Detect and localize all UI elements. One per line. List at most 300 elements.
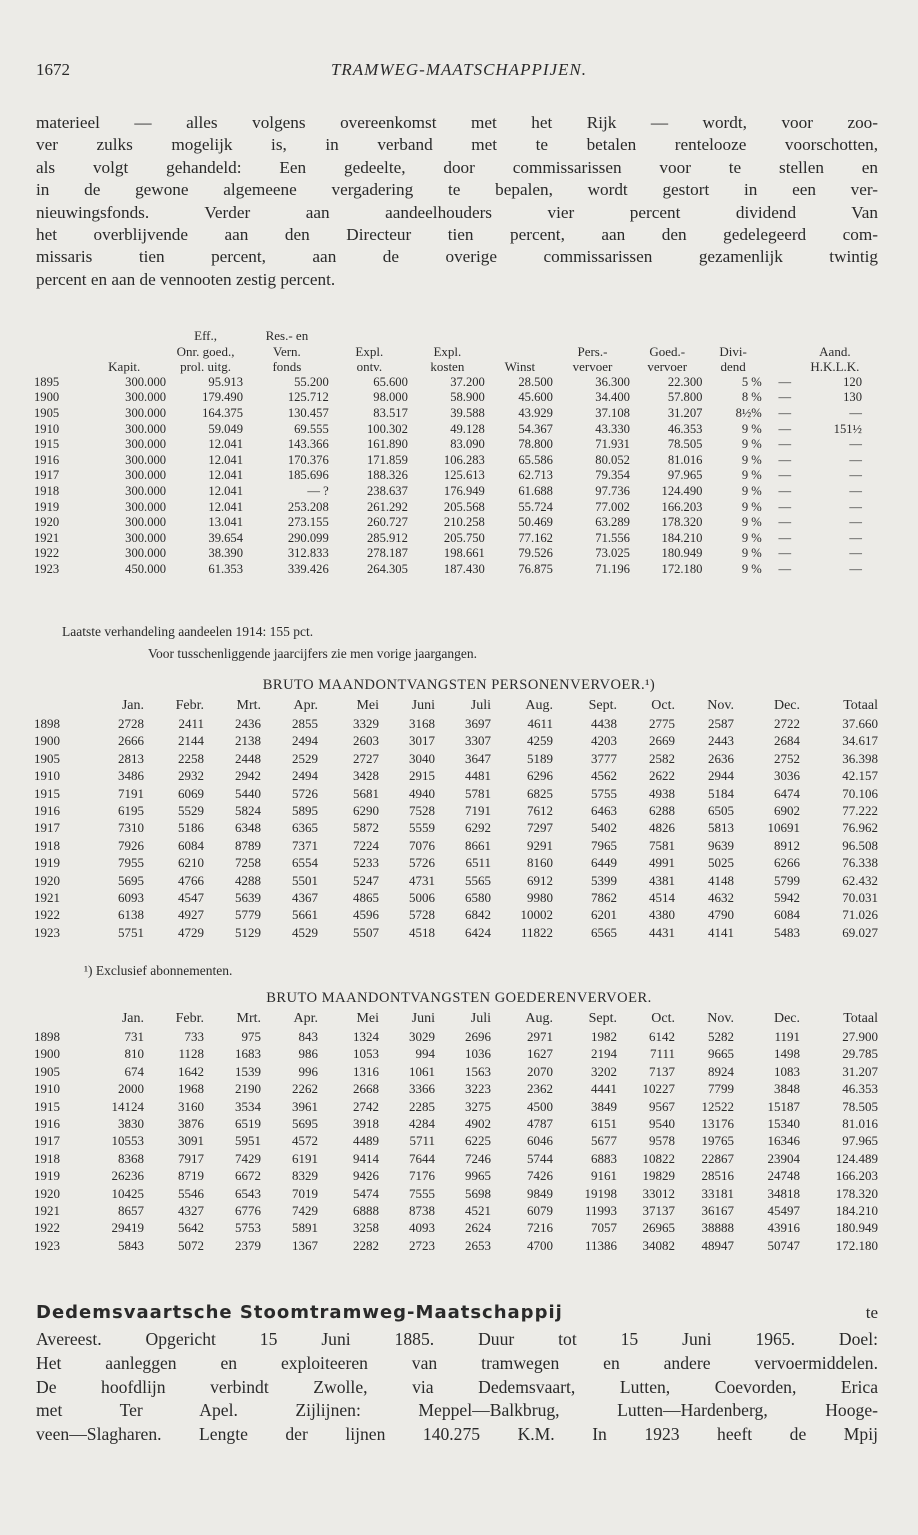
text-line: percent en aan de vennooten zestig percent. — [36, 269, 336, 289]
table-row — [34, 406, 864, 422]
table-cell: 300.000 — [125, 499, 167, 514]
table-cell: 5695 — [292, 1116, 318, 1132]
table-row — [34, 802, 880, 819]
table-cell: 3534 — [235, 1098, 261, 1114]
table-cell: 300.000 — [125, 515, 167, 530]
table-cell: 6888 — [353, 1203, 379, 1219]
table-cell: 6505 — [708, 803, 734, 819]
table-cell: 43.929 — [518, 405, 553, 420]
year-cell: 1921 — [34, 1203, 60, 1219]
month-header-row — [34, 1010, 880, 1028]
table-row — [34, 854, 880, 871]
finance-column-header: Expl. — [433, 343, 462, 359]
table-cell: 4787 — [527, 1116, 553, 1132]
table-cell: 1036 — [465, 1046, 491, 1062]
year-cell: 1915 — [34, 785, 60, 801]
table-cell: 12.041 — [208, 452, 244, 467]
table-cell: 7246 — [465, 1150, 491, 1166]
table-cell: 996 — [298, 1063, 318, 1079]
table-cell: 1683 — [235, 1046, 261, 1062]
table-cell: 164.375 — [202, 405, 244, 420]
table-cell: 6842 — [465, 907, 491, 923]
table-cell: 10691 — [767, 820, 800, 836]
finance-column-header: prol. uitg. — [180, 359, 232, 375]
table-cell: 71.026 — [842, 907, 878, 923]
table-cell: 5233 — [353, 855, 379, 871]
table-cell: 2728 — [118, 716, 144, 731]
table-cell: 450.000 — [125, 561, 167, 576]
table-cell: 2722 — [774, 716, 800, 731]
table-cell: 38.390 — [208, 546, 244, 561]
table-cell: 45497 — [767, 1203, 800, 1219]
running-title: TRAMWEG-MAATSCHAPPIJEN. — [330, 60, 588, 79]
table-cell: 278.187 — [366, 546, 408, 561]
table-cell: 2587 — [708, 716, 734, 731]
table-cell: 8789 — [235, 837, 261, 853]
year-cell: 1923 — [34, 924, 60, 940]
month-header: Febr. — [175, 1011, 204, 1026]
table-cell: 6902 — [774, 803, 800, 819]
table-cell: 1061 — [409, 1063, 435, 1079]
table-cell: 62.713 — [518, 468, 553, 483]
table-cell: 50747 — [767, 1237, 800, 1253]
table-cell: 6519 — [235, 1116, 261, 1132]
finance-column-header — [82, 328, 168, 344]
finance-table — [34, 328, 864, 578]
table-cell: 31.207 — [842, 1063, 878, 1079]
table-cell: 5546 — [178, 1185, 204, 1201]
table-cell: 5728 — [409, 907, 435, 923]
table-cell: 37.200 — [450, 374, 485, 389]
table-cell: 5129 — [235, 924, 261, 940]
table-cell: 6290 — [353, 803, 379, 819]
table-cell: 120 — [843, 374, 862, 389]
table-cell: 79.354 — [595, 468, 630, 483]
table-cell: 4596 — [353, 907, 379, 923]
table-cell: 19198 — [584, 1185, 617, 1201]
table-cell: 143.366 — [287, 437, 329, 452]
table-cell: 36.398 — [842, 750, 878, 766]
table-cell: 5006 — [409, 890, 435, 906]
table-cell: 3366 — [409, 1081, 435, 1097]
table-cell: 7955 — [118, 855, 144, 871]
table-cell: 3428 — [353, 768, 379, 784]
table-cell: 8719 — [178, 1168, 204, 1184]
finance-header-row — [34, 344, 864, 360]
table-cell: 28516 — [701, 1168, 734, 1184]
table-cell: 130.457 — [287, 405, 329, 420]
year-cell: 1898 — [34, 716, 60, 731]
year-cell: 1910 — [34, 1081, 60, 1097]
table-cell: 19829 — [642, 1168, 675, 1184]
table-cell: 273.155 — [287, 515, 329, 530]
finance-column-header: kosten — [430, 359, 465, 375]
table-cell: 180.949 — [835, 1220, 878, 1236]
year-cell: 1917 — [34, 820, 60, 836]
table-cell: 6201 — [591, 907, 617, 923]
month-header: Jan. — [121, 698, 144, 713]
table-cell: 7429 — [235, 1150, 261, 1166]
table-cell: 7799 — [708, 1081, 734, 1097]
table-cell: 2942 — [235, 768, 261, 784]
table-cell: 96.508 — [842, 837, 878, 853]
table-cell: 1191 — [774, 1029, 800, 1044]
table-cell: — — [849, 468, 862, 483]
table-cell: 4093 — [409, 1220, 435, 1236]
table-row — [34, 1080, 880, 1097]
text-line: nieuwingsfonds. Verder aan aandeelhouders vier percent dividend Van — [36, 202, 878, 222]
month-header: Dec. — [773, 698, 800, 713]
table-cell: 2529 — [292, 750, 318, 766]
table-cell: 9578 — [649, 1133, 675, 1149]
table-cell: 4826 — [649, 820, 675, 836]
table-cell: 37.660 — [842, 716, 878, 731]
text-line: ver zulks mogelijk is, in verband met te betalen rentelooze voorschotten, — [36, 135, 878, 155]
table-cell: 300.000 — [125, 405, 167, 420]
table-row — [34, 1167, 880, 1184]
table-cell: 2285 — [409, 1098, 435, 1114]
table-cell: 2582 — [649, 750, 675, 766]
table-cell: 27.900 — [842, 1029, 878, 1044]
table-cell: 12522 — [701, 1098, 734, 1114]
month-header: Sept. — [588, 698, 617, 713]
table-cell: 7019 — [292, 1185, 318, 1201]
table-cell: 106.283 — [443, 452, 485, 467]
table-cell: 4203 — [591, 733, 617, 749]
table-row — [34, 468, 864, 484]
table-cell: 6191 — [292, 1150, 318, 1166]
table-cell: — — [849, 437, 862, 452]
finance-column-header: Pers.- — [577, 343, 608, 359]
table-cell: 184.210 — [661, 530, 703, 545]
year-cell: 1921 — [34, 530, 60, 545]
table-cell: 3275 — [465, 1098, 491, 1114]
table-cell: 4380 — [649, 907, 675, 923]
table-cell: 71.196 — [595, 561, 630, 576]
table-cell: 2696 — [465, 1029, 491, 1044]
table-cell: 6449 — [591, 855, 617, 871]
table-cell: 6672 — [235, 1168, 261, 1184]
table-cell: 300.000 — [125, 421, 167, 436]
table-cell: 9291 — [527, 837, 553, 853]
table-cell: 6142 — [649, 1029, 675, 1044]
table-cell: 83.090 — [450, 437, 485, 452]
finance-column-header: Aand. — [819, 343, 851, 359]
table-cell: — — [849, 483, 862, 498]
table-cell: — — [778, 530, 792, 545]
table-cell: 13.041 — [208, 515, 244, 530]
table-cell: — — [778, 437, 792, 452]
table-cell: 38888 — [701, 1220, 734, 1236]
table-cell: 1627 — [527, 1046, 553, 1062]
table-cell: 5184 — [708, 785, 734, 801]
table-row — [34, 1115, 880, 1132]
finance-column-header — [764, 344, 808, 360]
table-cell: 5843 — [118, 1237, 144, 1253]
table-cell: 7191 — [118, 785, 144, 801]
table-cell: 300.000 — [125, 546, 167, 561]
table-cell: 77.222 — [842, 803, 878, 819]
year-cell: 1923 — [34, 561, 60, 576]
finance-column-header: H.K.L.K. — [810, 359, 860, 375]
table-cell: 5744 — [527, 1150, 553, 1166]
table-cell: 15187 — [767, 1098, 800, 1114]
table-cell: 36.300 — [595, 374, 630, 389]
table-row — [34, 1045, 880, 1062]
table-cell: 61.353 — [208, 561, 244, 576]
finance-column-header — [487, 328, 555, 344]
table-cell: — — [778, 452, 792, 467]
month-header: Sept. — [588, 1011, 617, 1026]
finance-column-header — [764, 359, 808, 375]
table-cell: 65.586 — [518, 452, 553, 467]
table-cell: 6348 — [235, 820, 261, 836]
finance-column-header: dend — [720, 359, 746, 375]
table-cell: 7926 — [118, 837, 144, 853]
table-cell: 9639 — [708, 837, 734, 853]
year-cell: 1921 — [34, 890, 60, 906]
table-cell: 6463 — [591, 803, 617, 819]
table-cell: 2262 — [292, 1081, 318, 1097]
table-cell: 34082 — [642, 1237, 675, 1253]
finance-column-header — [632, 328, 705, 344]
table-cell: 5779 — [235, 907, 261, 923]
table-row — [34, 715, 880, 732]
table-cell: 98.000 — [373, 390, 408, 405]
table-row — [34, 750, 880, 767]
table-cell: 184.210 — [835, 1203, 878, 1219]
table-cell: 7176 — [409, 1168, 435, 1184]
text-line: veen—Slagharen. Lengte der lijnen 140.275 K.M. In 1923 heeft de Mpij — [36, 1424, 878, 1445]
year-cell: 1900 — [34, 733, 60, 749]
month-header: Nov. — [707, 1011, 734, 1026]
table-cell: 65.600 — [373, 374, 408, 389]
table-cell: 9 % — [741, 515, 762, 530]
table-cell: 81.016 — [667, 452, 703, 467]
table-cell: 5753 — [235, 1220, 261, 1236]
year-cell: 1898 — [34, 1029, 60, 1044]
table-cell: 2971 — [527, 1029, 553, 1044]
table-cell: 7917 — [178, 1150, 204, 1166]
table-cell: 10425 — [111, 1185, 144, 1201]
table-cell: 4367 — [292, 890, 318, 906]
table-row — [34, 732, 880, 749]
table-cell: — ? — [307, 483, 329, 498]
intro-paragraph — [36, 112, 878, 291]
table-cell: 166.203 — [661, 499, 703, 514]
month-header: Totaal — [843, 698, 878, 713]
table-cell: 76.338 — [842, 855, 878, 871]
table-cell: 3168 — [409, 716, 435, 731]
table-cell: 10227 — [642, 1081, 675, 1097]
table-cell: 9 % — [741, 561, 762, 576]
month-header: Mei — [356, 698, 379, 713]
finance-column-header: Onr. goed., — [176, 343, 235, 359]
table-cell: 5755 — [591, 785, 617, 801]
table-cell: 210.258 — [443, 515, 485, 530]
table-cell: 23904 — [767, 1150, 800, 1166]
table-cell: 3876 — [178, 1116, 204, 1132]
table-cell: 187.430 — [443, 561, 485, 576]
finance-note-intermediate-years: Voor tusschenliggende jaarcijfers zie men vorige jaargangen. — [148, 646, 478, 661]
table-cell: 9665 — [708, 1046, 734, 1062]
table-cell: 78.505 — [667, 437, 703, 452]
table-cell: 2666 — [118, 733, 144, 749]
table-cell: 4148 — [708, 872, 734, 888]
table-cell: 6046 — [527, 1133, 553, 1149]
table-cell: 4529 — [292, 924, 318, 940]
table-cell: 4514 — [649, 890, 675, 906]
table-cell: 5559 — [409, 820, 435, 836]
table-cell: 1642 — [178, 1063, 204, 1079]
table-cell: 14124 — [111, 1098, 144, 1114]
table-cell: 4991 — [649, 855, 675, 871]
table-cell: — — [778, 561, 792, 576]
table-cell: 290.099 — [287, 530, 329, 545]
table-cell: 5951 — [235, 1133, 261, 1149]
table-cell: 5942 — [774, 890, 800, 906]
table-cell: 285.912 — [366, 530, 408, 545]
year-cell: 1910 — [34, 768, 60, 784]
table-cell: 7216 — [527, 1220, 553, 1236]
table-cell: 5695 — [118, 872, 144, 888]
table-cell: 70.106 — [842, 785, 878, 801]
table-cell: — — [849, 561, 862, 576]
table-cell: 4700 — [527, 1237, 553, 1253]
text-line: missaris tien percent, aan de overige commissarissen gezamenlijk twintig — [36, 247, 878, 267]
table-cell: — — [849, 452, 862, 467]
table-cell: 4927 — [178, 907, 204, 923]
table-cell: 6266 — [774, 855, 800, 871]
table-cell: 7429 — [292, 1203, 318, 1219]
company-paragraph — [36, 1328, 878, 1447]
table-cell: 6554 — [292, 855, 318, 871]
finance-column-header: Winst — [504, 359, 536, 375]
table-cell: 5247 — [353, 872, 379, 888]
text-line: Avereest. Opgericht 15 Juni 1885. Duur tot 15 Juni 1965. Doel: — [36, 1329, 878, 1349]
year-cell: 1917 — [34, 468, 60, 483]
text-line: met Ter Apel. Zijlijnen: Meppel—Balkbrug, Lutten—Hardenberg, Hooge- — [36, 1400, 878, 1421]
table-cell: 2944 — [708, 768, 734, 784]
table-cell: 62.432 — [842, 872, 878, 888]
finance-column-header: Res.- en — [265, 328, 309, 343]
table-cell: 124.490 — [661, 483, 703, 498]
month-header — [34, 1010, 84, 1028]
table-cell: — — [778, 499, 792, 514]
table-cell: 205.750 — [443, 530, 485, 545]
table-cell: 2622 — [649, 768, 675, 784]
year-cell: 1910 — [34, 421, 60, 436]
finance-header-row — [34, 328, 864, 344]
table-cell: — — [849, 405, 862, 420]
month-header: Mrt. — [236, 1011, 261, 1026]
table-cell: 19765 — [701, 1133, 734, 1149]
table-cell: 34.400 — [595, 390, 630, 405]
month-header: Juni — [411, 698, 435, 713]
table-cell: 185.696 — [287, 468, 329, 483]
table-cell: 2636 — [708, 750, 734, 766]
table-cell: 161.890 — [366, 437, 408, 452]
table-cell: 2775 — [649, 716, 675, 731]
table-cell: — — [778, 468, 792, 483]
table-cell: 100.302 — [366, 421, 408, 436]
table-cell: 16346 — [767, 1133, 800, 1149]
table-cell: 2653 — [465, 1237, 491, 1253]
table-cell: 4632 — [708, 890, 734, 906]
table-cell: 5639 — [235, 890, 261, 906]
table-cell: 3017 — [409, 733, 435, 749]
text-line: het overblijvende aan den Directeur tien percent, aan den gedelegeerd com- — [36, 225, 878, 245]
table-cell: 2258 — [178, 750, 204, 766]
year-cell: 1920 — [34, 872, 60, 888]
table-cell: 1563 — [465, 1063, 491, 1079]
table-cell: 1367 — [292, 1237, 318, 1253]
table-cell: 37.108 — [595, 405, 630, 420]
table-cell: 9567 — [649, 1098, 675, 1114]
table-cell: 166.203 — [835, 1168, 878, 1184]
table-cell: 5 % — [741, 374, 762, 389]
table-cell: 55.200 — [294, 374, 329, 389]
table-cell: 42.157 — [842, 768, 878, 784]
table-cell: 59.049 — [208, 421, 244, 436]
year-cell: 1923 — [34, 1237, 60, 1253]
table-cell: 3258 — [353, 1220, 379, 1236]
table-cell: 55.724 — [518, 499, 553, 514]
table-cell: 3029 — [409, 1029, 435, 1044]
table-cell: 5282 — [708, 1029, 734, 1044]
table-cell: 5474 — [353, 1185, 379, 1201]
table-cell: 8 % — [741, 390, 762, 405]
year-cell: 1900 — [34, 390, 60, 405]
table-row — [34, 1098, 880, 1115]
table-cell: 1128 — [178, 1046, 204, 1062]
table-cell: 7258 — [235, 855, 261, 871]
table-cell: 63.289 — [595, 515, 630, 530]
company-name: Dedemsvaartsche Stoomtramweg-Maatschappij — [36, 1302, 563, 1323]
table-cell: 6084 — [774, 907, 800, 923]
table-cell: 11386 — [584, 1237, 617, 1253]
table-cell: 5726 — [292, 785, 318, 801]
table-cell: 37137 — [642, 1203, 675, 1219]
finance-column-header: fonds — [272, 359, 302, 375]
table-cell: 4438 — [591, 716, 617, 731]
table-cell: 8924 — [708, 1063, 734, 1079]
table-cell: 7581 — [649, 837, 675, 853]
year-cell: 1916 — [34, 452, 60, 467]
table-row — [34, 437, 864, 453]
table-cell: 2282 — [353, 1237, 379, 1253]
table-cell: 4611 — [527, 716, 553, 731]
table-cell: 130 — [843, 390, 862, 405]
table-cell: 2669 — [649, 733, 675, 749]
table-cell: 76.875 — [518, 561, 553, 576]
table-cell: 5895 — [292, 803, 318, 819]
table-cell: 975 — [241, 1029, 261, 1044]
table-cell: 26236 — [111, 1168, 144, 1184]
table-cell: 9 % — [741, 546, 762, 561]
table-cell: 198.661 — [443, 546, 485, 561]
table-cell: 2194 — [591, 1046, 617, 1062]
table-cell: — — [849, 499, 862, 514]
table-cell: 77.162 — [518, 530, 553, 545]
table-cell: 300.000 — [125, 483, 167, 498]
year-cell: 1919 — [34, 499, 60, 514]
table-cell: 6079 — [527, 1203, 553, 1219]
year-cell: 1916 — [34, 1116, 60, 1132]
table-cell: 4790 — [708, 907, 734, 923]
table-cell: 5501 — [292, 872, 318, 888]
table-cell: 9426 — [353, 1168, 379, 1184]
